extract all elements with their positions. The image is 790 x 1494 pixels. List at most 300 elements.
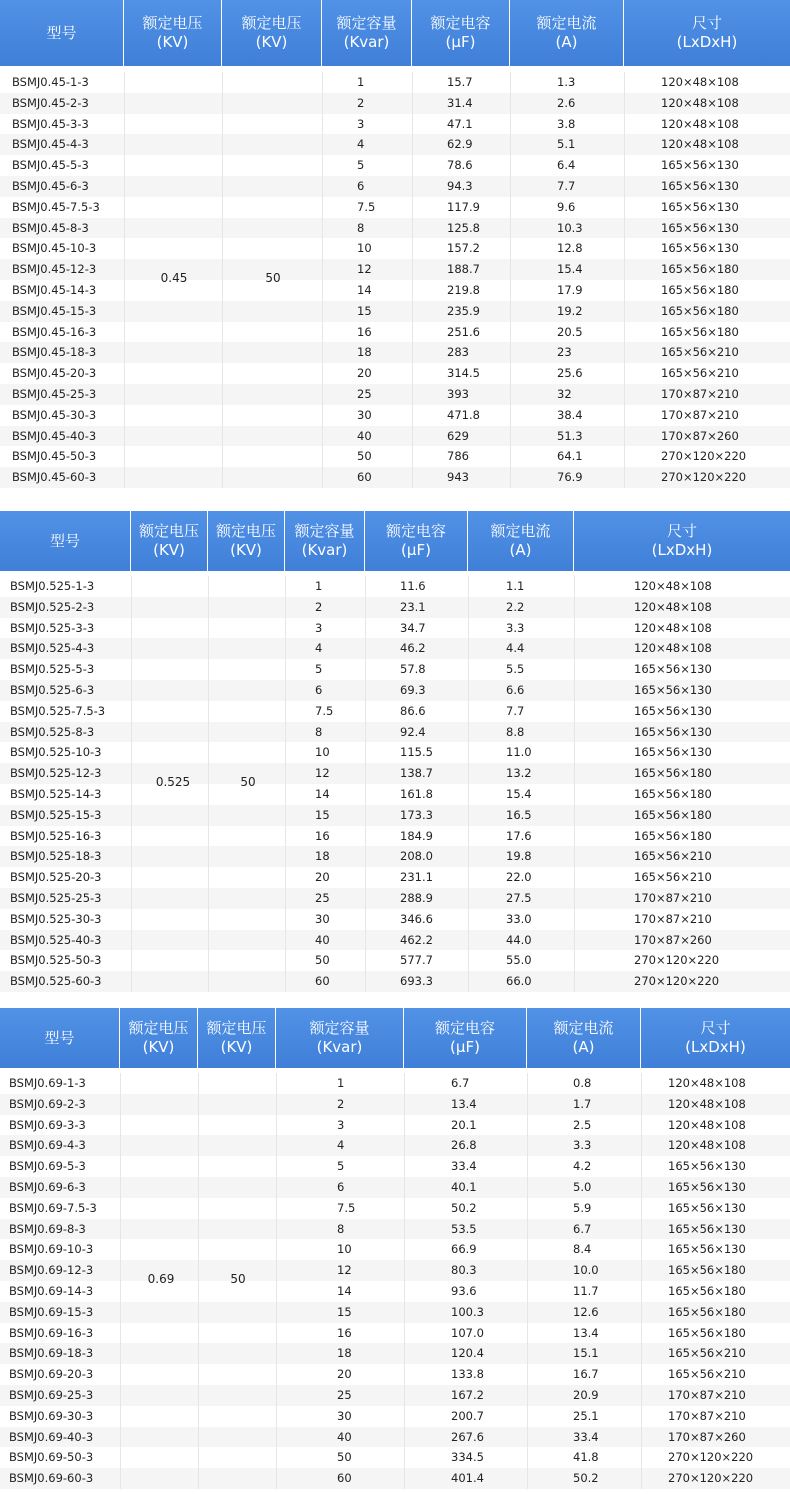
column-divider bbox=[208, 576, 209, 992]
cell-capacitance-uf: 46.2 bbox=[400, 641, 426, 656]
cell-current-a: 11.0 bbox=[506, 745, 532, 760]
cell-capacity-kvar: 10 bbox=[357, 241, 372, 256]
table-header bbox=[0, 511, 790, 571]
table-row bbox=[0, 659, 790, 680]
table-row bbox=[0, 446, 790, 467]
cell-model: BSMJ0.69-5-3 bbox=[9, 1159, 86, 1174]
merged-rated-value: 50 bbox=[230, 1272, 246, 1286]
cell-capacitance-uf: 15.7 bbox=[447, 75, 473, 89]
cell-current-a: 7.7 bbox=[557, 179, 576, 193]
cell-current-a: 64.1 bbox=[557, 449, 583, 464]
cell-model: BSMJ0.525-12-3 bbox=[10, 766, 102, 781]
cell-capacitance-uf: 157.2 bbox=[447, 241, 480, 256]
cell-model: BSMJ0.69-7.5-3 bbox=[9, 1200, 97, 1215]
cell-current-a: 6.7 bbox=[573, 1221, 592, 1236]
cell-capacitance-uf: 66.9 bbox=[451, 1242, 477, 1257]
cell-size-lxdxh: 165×56×130 bbox=[668, 1221, 746, 1236]
cell-capacitance-uf: 69.3 bbox=[400, 683, 426, 697]
cell-model: BSMJ0.69-16-3 bbox=[9, 1325, 94, 1340]
column-divider bbox=[510, 72, 511, 488]
cell-current-a: 25.1 bbox=[573, 1408, 599, 1423]
cell-model: BSMJ0.525-1-3 bbox=[10, 579, 95, 593]
cell-model: BSMJ0.525-3-3 bbox=[10, 620, 95, 635]
cell-capacity-kvar: 12 bbox=[337, 1263, 352, 1278]
cell-size-lxdxh: 165×56×130 bbox=[668, 1200, 746, 1215]
header-capacitance bbox=[365, 511, 468, 571]
cell-size-lxdxh: 165×56×130 bbox=[668, 1242, 746, 1257]
cell-current-a: 2.6 bbox=[557, 95, 576, 110]
cell-model: BSMJ0.69-40-3 bbox=[9, 1429, 94, 1444]
cell-capacitance-uf: 462.2 bbox=[400, 932, 433, 947]
cell-current-a: 10.0 bbox=[573, 1263, 599, 1278]
header-model-line1: 型号 bbox=[46, 23, 77, 42]
header-voltage-line2: (KV) bbox=[153, 541, 185, 559]
header-capacitance-line1: 额定电容 bbox=[430, 14, 491, 32]
cell-model: BSMJ0.69-10-3 bbox=[9, 1242, 94, 1257]
column-divider bbox=[365, 576, 366, 992]
cell-capacity-kvar: 16 bbox=[315, 828, 330, 843]
table-row bbox=[0, 1447, 790, 1468]
cell-size-lxdxh: 165×56×180 bbox=[634, 828, 712, 843]
cell-current-a: 2.5 bbox=[573, 1117, 592, 1132]
cell-capacitance-uf: 334.5 bbox=[451, 1450, 484, 1465]
cell-model: BSMJ0.69-8-3 bbox=[9, 1221, 86, 1236]
cell-model: BSMJ0.525-40-3 bbox=[10, 932, 102, 947]
cell-current-a: 15.4 bbox=[506, 787, 532, 801]
cell-capacity-kvar: 4 bbox=[315, 641, 323, 656]
cell-capacity-kvar: 10 bbox=[337, 1242, 352, 1257]
column-divider bbox=[468, 576, 469, 992]
cell-model: BSMJ0.525-20-3 bbox=[10, 870, 102, 885]
cell-capacitance-uf: 138.7 bbox=[400, 766, 433, 781]
table-body bbox=[0, 72, 790, 492]
cell-model: BSMJ0.69-60-3 bbox=[9, 1471, 94, 1486]
cell-capacity-kvar: 12 bbox=[315, 766, 330, 781]
table-row bbox=[0, 1364, 790, 1385]
header-voltage-2-line2: (KV) bbox=[230, 541, 262, 559]
cell-capacity-kvar: 8 bbox=[337, 1221, 345, 1236]
table-row bbox=[0, 784, 790, 805]
header-voltage-line2: (KV) bbox=[156, 33, 189, 51]
cell-current-a: 66.0 bbox=[506, 974, 532, 989]
header-capacitance bbox=[412, 0, 510, 66]
cell-model: BSMJ0.525-30-3 bbox=[10, 911, 102, 926]
cell-capacity-kvar: 1 bbox=[357, 75, 365, 89]
table-row bbox=[0, 1468, 790, 1489]
header-current bbox=[468, 511, 574, 571]
header-model-line1: 型号 bbox=[44, 1028, 75, 1047]
cell-size-lxdxh: 165×56×130 bbox=[634, 662, 712, 677]
header-voltage-2 bbox=[198, 1008, 276, 1068]
cell-model: BSMJ0.69-15-3 bbox=[9, 1304, 94, 1319]
table-row bbox=[0, 722, 790, 743]
cell-capacity-kvar: 16 bbox=[357, 324, 372, 339]
merged-rated-value: 50 bbox=[265, 271, 281, 285]
column-divider bbox=[222, 72, 223, 488]
cell-capacity-kvar: 50 bbox=[315, 953, 330, 968]
cell-capacity-kvar: 16 bbox=[337, 1325, 352, 1340]
cell-current-a: 5.5 bbox=[506, 662, 525, 677]
cell-capacity-kvar: 60 bbox=[315, 974, 330, 989]
merged-rated-value: 50 bbox=[240, 775, 256, 789]
cell-size-lxdxh: 165×56×130 bbox=[634, 703, 712, 718]
cell-capacitance-uf: 283 bbox=[447, 345, 469, 360]
cell-size-lxdxh: 120×48×108 bbox=[634, 579, 712, 593]
header-capacity-line2: (Kvar) bbox=[316, 1038, 363, 1056]
header-voltage bbox=[131, 511, 208, 571]
cell-capacitance-uf: 33.4 bbox=[451, 1159, 477, 1174]
cell-capacity-kvar: 25 bbox=[337, 1388, 352, 1402]
table-row bbox=[0, 426, 790, 447]
cell-size-lxdxh: 165×56×130 bbox=[661, 241, 739, 256]
cell-model: BSMJ0.69-6-3 bbox=[9, 1180, 86, 1194]
cell-model: BSMJ0.525-10-3 bbox=[10, 745, 102, 760]
cell-capacity-kvar: 4 bbox=[357, 137, 365, 152]
merged-rated-voltage: 0.45 bbox=[160, 271, 188, 285]
cell-size-lxdxh: 170×87×210 bbox=[634, 891, 712, 905]
cell-capacity-kvar: 3 bbox=[337, 1117, 345, 1132]
table-row bbox=[0, 176, 790, 197]
cell-current-a: 20.9 bbox=[573, 1388, 599, 1402]
header-size-line1: 尺寸 bbox=[666, 522, 697, 540]
cell-model: BSMJ0.45-2-3 bbox=[12, 95, 89, 110]
cell-capacitance-uf: 471.8 bbox=[447, 407, 480, 422]
cell-capacity-kvar: 12 bbox=[357, 262, 372, 277]
cell-capacity-kvar: 15 bbox=[357, 303, 372, 318]
cell-size-lxdxh: 165×56×210 bbox=[634, 849, 712, 864]
cell-model: BSMJ0.45-20-3 bbox=[12, 366, 97, 381]
cell-model: BSMJ0.69-25-3 bbox=[9, 1388, 94, 1402]
cell-current-a: 27.5 bbox=[506, 891, 532, 905]
cell-current-a: 16.5 bbox=[506, 807, 532, 822]
cell-size-lxdxh: 120×48×108 bbox=[661, 95, 739, 110]
cell-capacitance-uf: 393 bbox=[447, 387, 469, 401]
spec-table-3 bbox=[0, 1008, 790, 1493]
table-row bbox=[0, 1281, 790, 1302]
cell-model: BSMJ0.525-25-3 bbox=[10, 891, 102, 905]
table-row bbox=[0, 1198, 790, 1219]
table-row bbox=[0, 238, 790, 259]
table-row bbox=[0, 1177, 790, 1198]
table-row bbox=[0, 576, 790, 597]
header-current-line2: (A) bbox=[572, 1038, 595, 1056]
table-body bbox=[0, 576, 790, 996]
cell-capacitance-uf: 288.9 bbox=[400, 891, 433, 905]
cell-capacitance-uf: 120.4 bbox=[451, 1346, 484, 1361]
cell-model: BSMJ0.45-3-3 bbox=[12, 116, 89, 131]
table-row bbox=[0, 867, 790, 888]
cell-capacity-kvar: 6 bbox=[315, 683, 323, 697]
cell-size-lxdxh: 270×120×220 bbox=[661, 449, 747, 464]
cell-capacity-kvar: 14 bbox=[337, 1284, 352, 1298]
cell-capacity-kvar: 14 bbox=[315, 787, 330, 801]
cell-capacitance-uf: 314.5 bbox=[447, 366, 480, 381]
column-divider bbox=[198, 1073, 199, 1489]
header-size-line1: 尺寸 bbox=[700, 1019, 731, 1037]
header-capacitance-line2: (μF) bbox=[401, 541, 431, 559]
header-voltage-line1: 额定电压 bbox=[142, 14, 203, 32]
cell-capacitance-uf: 219.8 bbox=[447, 283, 480, 297]
cell-capacitance-uf: 117.9 bbox=[447, 199, 480, 214]
cell-capacitance-uf: 6.7 bbox=[451, 1076, 470, 1090]
cell-capacitance-uf: 208.0 bbox=[400, 849, 433, 864]
cell-capacitance-uf: 173.3 bbox=[400, 807, 433, 822]
cell-capacitance-uf: 78.6 bbox=[447, 158, 473, 173]
table-row bbox=[0, 950, 790, 971]
table-row bbox=[0, 638, 790, 659]
cell-model: BSMJ0.45-60-3 bbox=[12, 470, 97, 485]
cell-current-a: 13.2 bbox=[506, 766, 532, 781]
cell-current-a: 3.3 bbox=[573, 1138, 592, 1153]
header-size-line2: (LxDxH) bbox=[685, 1038, 746, 1056]
cell-model: BSMJ0.45-7.5-3 bbox=[12, 199, 100, 214]
cell-model: BSMJ0.525-15-3 bbox=[10, 807, 102, 822]
cell-size-lxdxh: 165×56×180 bbox=[661, 262, 739, 277]
cell-capacitance-uf: 133.8 bbox=[451, 1367, 484, 1382]
header-capacitance bbox=[404, 1008, 527, 1068]
cell-size-lxdxh: 120×48×108 bbox=[634, 599, 712, 614]
header-current-line1: 额定电流 bbox=[553, 1019, 614, 1037]
header-model bbox=[0, 511, 131, 571]
cell-current-a: 13.4 bbox=[573, 1325, 599, 1340]
cell-capacitance-uf: 235.9 bbox=[447, 303, 480, 318]
column-divider bbox=[124, 72, 125, 488]
column-divider bbox=[276, 1073, 277, 1489]
table-row bbox=[0, 342, 790, 363]
table-row bbox=[0, 618, 790, 639]
cell-size-lxdxh: 170×87×210 bbox=[661, 387, 739, 401]
header-model-line1: 型号 bbox=[49, 531, 80, 550]
header-capacitance-line2: (μF) bbox=[450, 1038, 480, 1056]
cell-current-a: 41.8 bbox=[573, 1450, 599, 1465]
table-row bbox=[0, 888, 790, 909]
cell-size-lxdxh: 165×56×210 bbox=[661, 366, 739, 381]
column-divider bbox=[624, 72, 625, 488]
cell-capacitance-uf: 629 bbox=[447, 428, 469, 443]
table-row bbox=[0, 930, 790, 951]
cell-capacity-kvar: 1 bbox=[315, 579, 323, 593]
table-row bbox=[0, 1343, 790, 1364]
cell-size-lxdxh: 120×48×108 bbox=[634, 620, 712, 635]
header-voltage-line2: (KV) bbox=[142, 1038, 175, 1056]
cell-capacity-kvar: 18 bbox=[357, 345, 372, 360]
cell-capacity-kvar: 60 bbox=[337, 1471, 352, 1486]
header-size bbox=[641, 1008, 790, 1068]
header-voltage bbox=[124, 0, 222, 66]
cell-size-lxdxh: 165×56×130 bbox=[661, 199, 739, 214]
header-capacitance-line2: (μF) bbox=[445, 33, 476, 51]
cell-current-a: 15.1 bbox=[573, 1346, 599, 1361]
cell-capacity-kvar: 2 bbox=[357, 95, 365, 110]
header-size-line1: 尺寸 bbox=[691, 14, 722, 32]
cell-model: BSMJ0.69-4-3 bbox=[9, 1138, 86, 1153]
table-row bbox=[0, 971, 790, 992]
cell-current-a: 19.2 bbox=[557, 303, 583, 318]
cell-capacity-kvar: 30 bbox=[357, 407, 372, 422]
cell-size-lxdxh: 170×87×210 bbox=[668, 1388, 746, 1402]
table-row bbox=[0, 1135, 790, 1156]
cell-model: BSMJ0.525-14-3 bbox=[10, 787, 102, 801]
cell-current-a: 8.4 bbox=[573, 1242, 592, 1257]
cell-current-a: 50.2 bbox=[573, 1471, 599, 1486]
cell-size-lxdxh: 165×56×210 bbox=[668, 1367, 746, 1382]
cell-model: BSMJ0.69-50-3 bbox=[9, 1450, 94, 1465]
cell-model: BSMJ0.525-7.5-3 bbox=[10, 703, 106, 718]
cell-model: BSMJ0.69-20-3 bbox=[9, 1367, 94, 1382]
header-current bbox=[527, 1008, 641, 1068]
cell-capacity-kvar: 6 bbox=[337, 1180, 345, 1194]
cell-current-a: 16.7 bbox=[573, 1367, 599, 1382]
cell-capacitance-uf: 107.0 bbox=[451, 1325, 484, 1340]
cell-capacity-kvar: 7.5 bbox=[357, 199, 376, 214]
cell-size-lxdxh: 170×87×210 bbox=[668, 1408, 746, 1423]
cell-current-a: 12.6 bbox=[573, 1304, 599, 1319]
cell-capacitance-uf: 94.3 bbox=[447, 179, 473, 193]
cell-capacity-kvar: 1 bbox=[337, 1076, 345, 1090]
cell-current-a: 4.2 bbox=[573, 1159, 592, 1174]
table-row bbox=[0, 1156, 790, 1177]
cell-model: BSMJ0.45-10-3 bbox=[12, 241, 97, 256]
cell-size-lxdxh: 170×87×260 bbox=[668, 1429, 746, 1444]
cell-size-lxdxh: 170×87×210 bbox=[661, 407, 739, 422]
table-header bbox=[0, 0, 790, 66]
cell-capacitance-uf: 53.5 bbox=[451, 1221, 477, 1236]
header-current-line1: 额定电流 bbox=[536, 14, 597, 32]
cell-model: BSMJ0.45-18-3 bbox=[12, 345, 97, 360]
table-row bbox=[0, 155, 790, 176]
cell-model: BSMJ0.525-60-3 bbox=[10, 974, 102, 989]
cell-capacitance-uf: 62.9 bbox=[447, 137, 473, 152]
cell-model: BSMJ0.45-4-3 bbox=[12, 137, 89, 152]
cell-size-lxdxh: 165×56×210 bbox=[634, 870, 712, 885]
cell-current-a: 9.6 bbox=[557, 199, 576, 214]
cell-model: BSMJ0.525-5-3 bbox=[10, 662, 95, 677]
cell-current-a: 22.0 bbox=[506, 870, 532, 885]
table-row bbox=[0, 701, 790, 722]
cell-current-a: 33.4 bbox=[573, 1429, 599, 1444]
cell-model: BSMJ0.525-6-3 bbox=[10, 683, 95, 697]
column-divider bbox=[322, 72, 323, 488]
cell-size-lxdxh: 170×87×210 bbox=[634, 911, 712, 926]
column-divider bbox=[285, 576, 286, 992]
cell-capacity-kvar: 18 bbox=[337, 1346, 352, 1361]
cell-size-lxdxh: 165×56×180 bbox=[668, 1304, 746, 1319]
header-size bbox=[574, 511, 790, 571]
table-row bbox=[0, 1239, 790, 1260]
cell-capacitance-uf: 786 bbox=[447, 449, 469, 464]
header-capacity-line2: (Kvar) bbox=[301, 541, 348, 559]
header-capacity bbox=[285, 511, 365, 571]
table-body bbox=[0, 1073, 790, 1493]
cell-size-lxdxh: 270×120×220 bbox=[661, 470, 747, 485]
cell-model: BSMJ0.69-18-3 bbox=[9, 1346, 94, 1361]
cell-model: BSMJ0.45-15-3 bbox=[12, 303, 97, 318]
cell-current-a: 0.8 bbox=[573, 1076, 592, 1090]
table-row bbox=[0, 114, 790, 135]
cell-capacitance-uf: 125.8 bbox=[447, 220, 480, 235]
table-row bbox=[0, 1385, 790, 1406]
table-row bbox=[0, 1094, 790, 1115]
cell-current-a: 55.0 bbox=[506, 953, 532, 968]
cell-model: BSMJ0.69-3-3 bbox=[9, 1117, 86, 1132]
header-voltage-2-line1: 额定电压 bbox=[206, 1019, 267, 1037]
cell-size-lxdxh: 165×56×130 bbox=[634, 724, 712, 739]
table-row bbox=[0, 826, 790, 847]
table-row bbox=[0, 680, 790, 701]
cell-size-lxdxh: 165×56×130 bbox=[661, 158, 739, 173]
cell-current-a: 5.9 bbox=[573, 1200, 592, 1215]
cell-capacity-kvar: 3 bbox=[357, 116, 365, 131]
cell-size-lxdxh: 165×56×180 bbox=[661, 324, 739, 339]
cell-capacity-kvar: 20 bbox=[315, 870, 330, 885]
cell-capacity-kvar: 18 bbox=[315, 849, 330, 864]
cell-model: BSMJ0.45-5-3 bbox=[12, 158, 89, 173]
cell-capacitance-uf: 23.1 bbox=[400, 599, 426, 614]
cell-size-lxdxh: 270×120×220 bbox=[668, 1471, 754, 1486]
cell-capacitance-uf: 34.7 bbox=[400, 620, 426, 635]
cell-current-a: 76.9 bbox=[557, 470, 583, 485]
cell-current-a: 25.6 bbox=[557, 366, 583, 381]
cell-size-lxdxh: 120×48×108 bbox=[661, 116, 739, 131]
cell-capacity-kvar: 2 bbox=[337, 1096, 345, 1111]
cell-capacitance-uf: 401.4 bbox=[451, 1471, 484, 1486]
cell-model: BSMJ0.45-1-3 bbox=[12, 75, 89, 89]
cell-capacitance-uf: 188.7 bbox=[447, 262, 480, 277]
table-row bbox=[0, 1323, 790, 1344]
cell-current-a: 1.7 bbox=[573, 1096, 592, 1111]
cell-size-lxdxh: 120×48×108 bbox=[661, 137, 739, 152]
cell-current-a: 38.4 bbox=[557, 407, 583, 422]
header-voltage-line1: 额定电压 bbox=[128, 1019, 189, 1037]
cell-size-lxdxh: 120×48×108 bbox=[668, 1096, 746, 1111]
cell-capacitance-uf: 50.2 bbox=[451, 1200, 477, 1215]
cell-capacity-kvar: 40 bbox=[357, 428, 372, 443]
cell-capacitance-uf: 26.8 bbox=[451, 1138, 477, 1153]
header-voltage-2-line1: 额定电压 bbox=[241, 14, 302, 32]
table-row bbox=[0, 384, 790, 405]
table-row bbox=[0, 197, 790, 218]
cell-capacity-kvar: 30 bbox=[315, 911, 330, 926]
cell-current-a: 15.4 bbox=[557, 262, 583, 277]
header-voltage-2-line1: 额定电压 bbox=[215, 522, 276, 540]
cell-capacitance-uf: 20.1 bbox=[451, 1117, 477, 1132]
cell-capacity-kvar: 4 bbox=[337, 1138, 345, 1153]
cell-size-lxdxh: 120×48×108 bbox=[668, 1076, 746, 1090]
cell-capacitance-uf: 693.3 bbox=[400, 974, 433, 989]
table-row bbox=[0, 322, 790, 343]
header-model bbox=[0, 0, 124, 66]
header-capacity-line1: 额定容量 bbox=[336, 14, 397, 32]
cell-capacitance-uf: 57.8 bbox=[400, 662, 426, 677]
cell-capacity-kvar: 8 bbox=[315, 724, 323, 739]
cell-capacity-kvar: 15 bbox=[337, 1304, 352, 1319]
cell-current-a: 33.0 bbox=[506, 911, 532, 926]
cell-capacity-kvar: 30 bbox=[337, 1408, 352, 1423]
header-current-line2: (A) bbox=[509, 541, 532, 559]
cell-capacity-kvar: 20 bbox=[357, 366, 372, 381]
cell-size-lxdxh: 165×56×180 bbox=[634, 766, 712, 781]
header-capacitance-line1: 额定电容 bbox=[434, 1019, 495, 1037]
column-divider bbox=[120, 1073, 121, 1489]
cell-current-a: 1.1 bbox=[506, 579, 525, 593]
column-divider bbox=[527, 1073, 528, 1489]
cell-capacitance-uf: 13.4 bbox=[451, 1096, 477, 1111]
cell-current-a: 12.8 bbox=[557, 241, 583, 256]
cell-capacity-kvar: 40 bbox=[315, 932, 330, 947]
column-divider bbox=[131, 576, 132, 992]
cell-capacitance-uf: 11.6 bbox=[400, 579, 426, 593]
header-voltage-2 bbox=[208, 511, 285, 571]
